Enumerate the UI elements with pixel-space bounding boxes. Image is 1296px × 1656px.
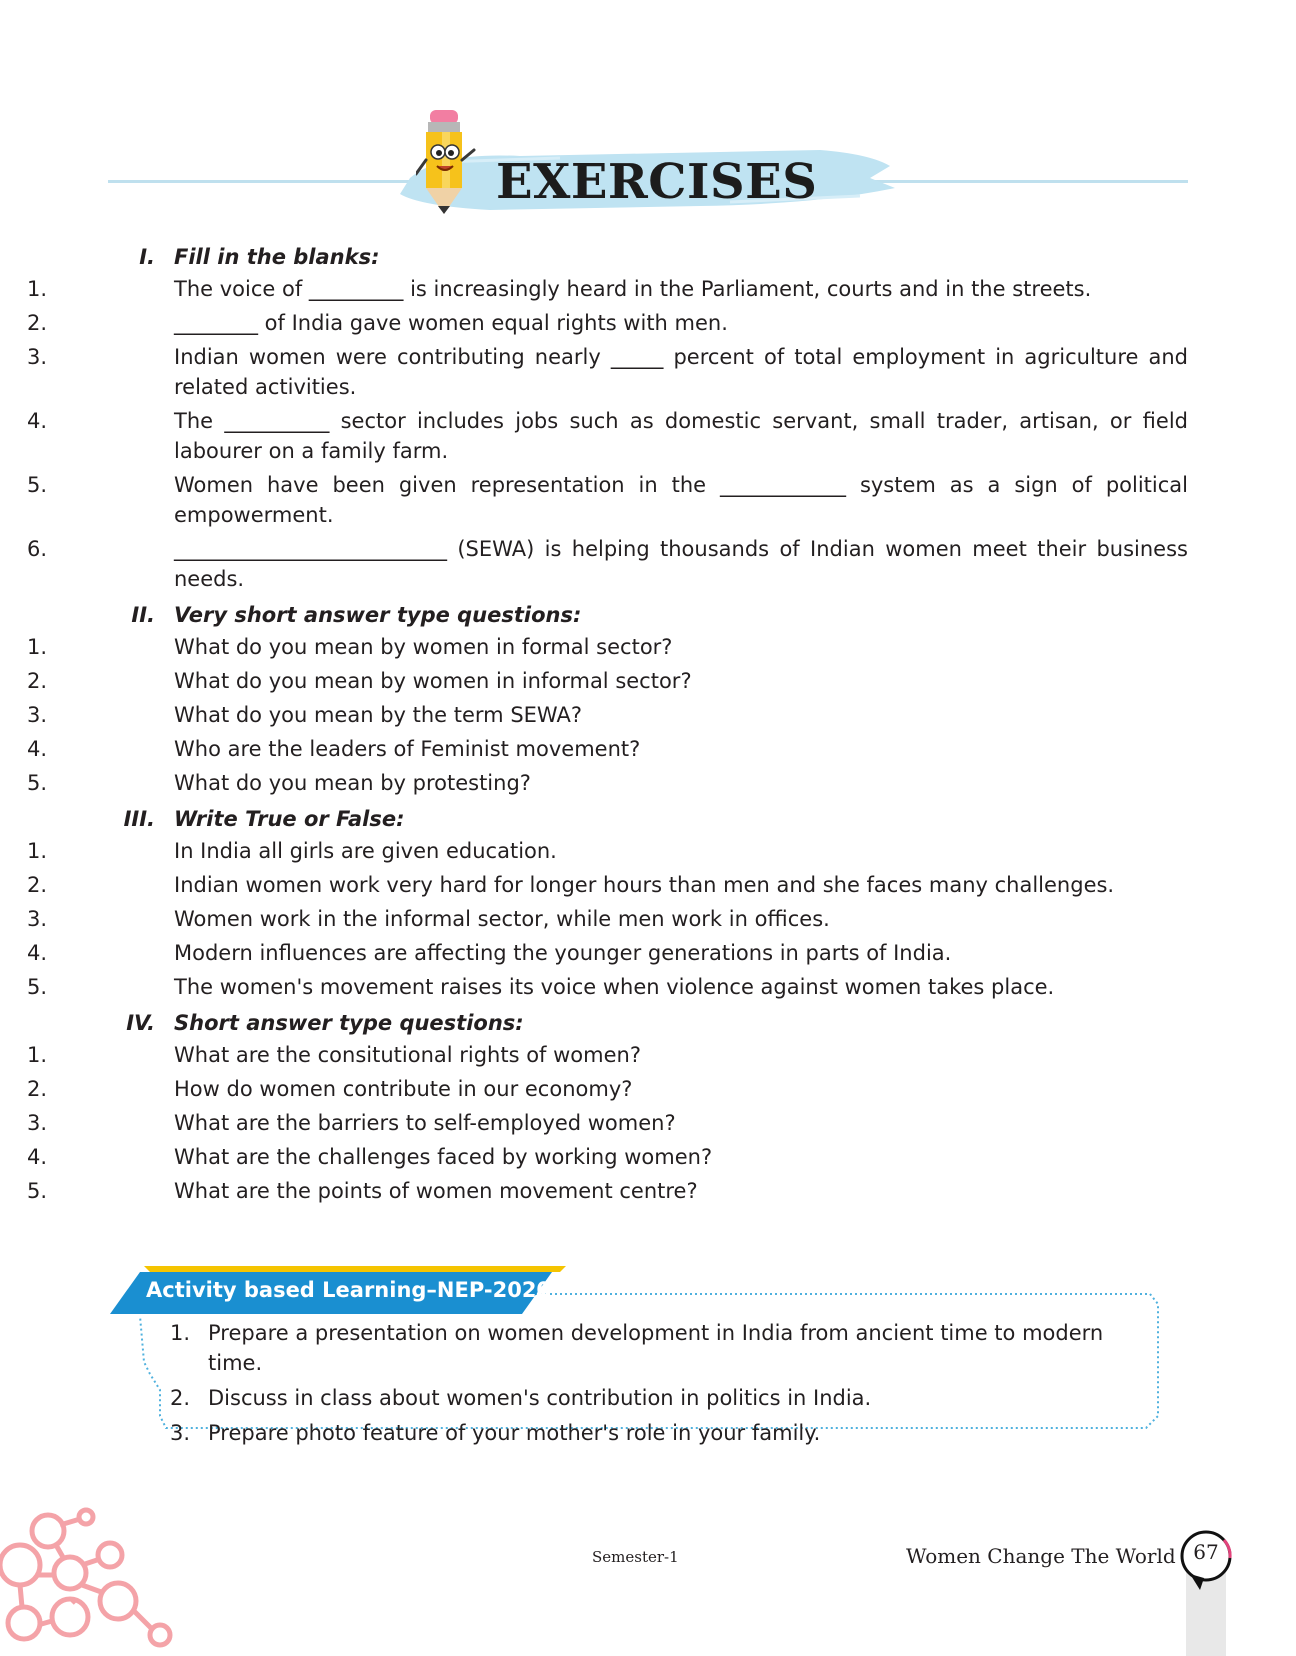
page-number: 67 bbox=[1193, 1540, 1219, 1564]
list-item: 5. The women's movement raises its voice when violence against women takes place. bbox=[26, 975, 1055, 999]
list-item: 1. In India all girls are given education. bbox=[26, 839, 557, 863]
activity-item: 1. Prepare a presentation on women development in India from ancient time to modern time. bbox=[170, 1321, 1104, 1375]
activity-list bbox=[164, 1318, 1144, 1453]
list-item: 4. The __________ sector includes jobs such as domestic servant, small trader, artisan, or field labourer on a family farm. bbox=[26, 409, 1188, 463]
section-number: IV. bbox=[126, 1011, 155, 1035]
activity-label: Activity based Learning–NEP-2020 bbox=[146, 1278, 552, 1302]
page-title: EXERCISES bbox=[496, 154, 818, 210]
list-item: 3. What do you mean by the term SEWA? bbox=[26, 703, 583, 727]
list-item: 2. What do you mean by women in informal sector? bbox=[26, 669, 692, 693]
list-item: 1. What do you mean by women in formal sector? bbox=[26, 635, 673, 659]
section-title: Write True or False: bbox=[174, 807, 405, 831]
list-item: 1. The voice of _________ is increasingly heard in the Parliament, courts and in the streets. bbox=[26, 277, 1092, 301]
section-number: II. bbox=[131, 603, 155, 627]
list-item: 4. Modern influences are affecting the younger generations in parts of India. bbox=[26, 941, 952, 965]
section-number: I. bbox=[139, 245, 155, 269]
list-item: 3. What are the barriers to self-employed women? bbox=[26, 1111, 676, 1135]
activity-item: 3. Prepare photo feature of your mother's role in your family. bbox=[170, 1421, 821, 1445]
activity-item: 2. Discuss in class about women's contribution in politics in India. bbox=[170, 1386, 872, 1410]
list-item: 5. What are the points of women movement centre? bbox=[26, 1179, 698, 1203]
section-number: III. bbox=[123, 807, 155, 831]
list-item: 5. Women have been given representation in the ____________ system as a sign of political empowerment. bbox=[26, 473, 1188, 527]
list-item: 3. Indian women were contributing nearly _____ percent of total employment in agriculture and related activities. bbox=[26, 345, 1188, 399]
section-heading bbox=[0, 802, 1296, 836]
section-heading bbox=[0, 240, 1296, 274]
list-item: 2. How do women contribute in our economy? bbox=[26, 1077, 633, 1101]
section-heading bbox=[0, 1006, 1296, 1040]
list-item: 2. Indian women work very hard for longer hours than men and she faces many challenges. bbox=[26, 873, 1115, 897]
section-title: Short answer type questions: bbox=[174, 1011, 524, 1035]
list-item: 5. What do you mean by protesting? bbox=[26, 771, 531, 795]
list-item: 3. Women work in the informal sector, while men work in offices. bbox=[26, 907, 830, 931]
activity-box bbox=[110, 1256, 1160, 1445]
list-item: 6. __________________________ (SEWA) is helping thousands of Indian women meet their business needs. bbox=[26, 537, 1188, 591]
section-title: Fill in the blanks: bbox=[174, 245, 380, 269]
list-item: 4. Who are the leaders of Feminist movement? bbox=[26, 737, 641, 761]
footer-chapter-title: Women Change The World bbox=[906, 1544, 1176, 1568]
section-title: Very short answer type questions: bbox=[174, 603, 582, 627]
list-item: 4. What are the challenges faced by working women? bbox=[26, 1145, 713, 1169]
exercises-content bbox=[0, 240, 1296, 1210]
footer-semester: Semester-1 bbox=[592, 1548, 679, 1566]
pencil-mascot-icon bbox=[416, 110, 478, 218]
molecule-decoration-icon bbox=[0, 1505, 180, 1656]
list-item: 1. What are the consitutional rights of women? bbox=[26, 1043, 641, 1067]
section-heading bbox=[0, 598, 1296, 632]
list-item: 2. ________ of India gave women equal rights with men. bbox=[26, 311, 728, 335]
